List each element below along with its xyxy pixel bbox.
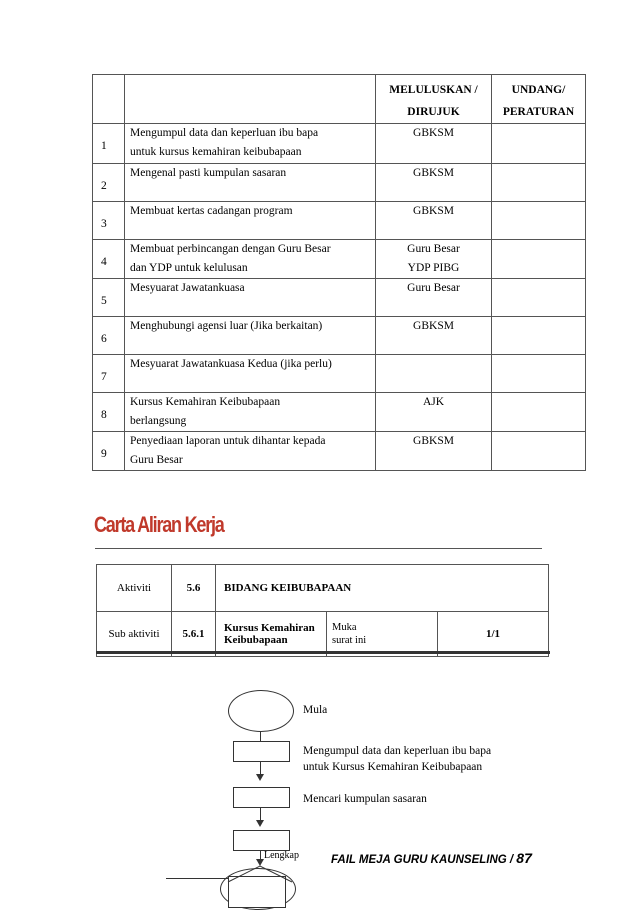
row-number [93, 279, 125, 317]
aktiviti-name: BIDANG KEIBUBAPAAN [216, 565, 549, 612]
header-undang-line2: PERATURAN [502, 106, 575, 118]
header-meluluskan-line1: MELULUSKAN / [389, 84, 478, 96]
row-meluluskan [376, 432, 492, 471]
activity-info-table [96, 564, 549, 657]
row-activity-line1: Mengenal pasti kumpulan sasaran [130, 167, 287, 179]
page-number: 87 [516, 850, 532, 866]
row-activity [125, 124, 376, 164]
row-undang [492, 124, 586, 164]
procedure-table [92, 74, 586, 471]
header-meluluskan [376, 75, 492, 124]
table-bottom-rule [96, 651, 550, 654]
row-meluluskan [376, 202, 492, 240]
sub-aktiviti-label: Sub aktiviti [97, 612, 172, 657]
row-meluluskan-line1: GBKSM [413, 167, 454, 179]
row-activity [125, 317, 376, 355]
row-meluluskan [376, 317, 492, 355]
row-activity-line2: Guru Besar [130, 454, 183, 466]
row-meluluskan-line1: AJK [422, 396, 445, 408]
header-undang-line1: UNDANG/ [511, 84, 566, 96]
table-row [93, 164, 586, 202]
table-row [93, 432, 586, 471]
arrow-2-icon [256, 774, 264, 781]
table-row [93, 124, 586, 164]
row-number [93, 355, 125, 393]
row-meluluskan-line1: GBKSM [413, 205, 454, 217]
table-row [93, 240, 586, 279]
row-activity-line1: Mengumpul data dan keperluan ibu bapa [130, 127, 319, 139]
row-number-text: 4 [101, 256, 107, 268]
table-row [93, 202, 586, 240]
row-meluluskan-line1: Guru Besar [407, 243, 460, 255]
row-activity [125, 432, 376, 471]
sub-activity-row [97, 612, 549, 657]
row-activity-line1: Membuat perbincangan dengan Guru Besar [130, 243, 331, 255]
row-activity-line1: Penyediaan laporan untuk dihantar kepada [130, 435, 326, 447]
row-undang [492, 240, 586, 279]
aktiviti-label: Aktiviti [97, 565, 172, 612]
header-activity [125, 75, 376, 124]
process-1-line1: Mengumpul data dan keperluan ibu bapa [303, 745, 492, 757]
decision-label: Lengkap [264, 850, 299, 861]
row-undang [492, 393, 586, 432]
row-undang [492, 164, 586, 202]
row-number [93, 202, 125, 240]
row-meluluskan-line2: YDP PIBG [407, 262, 460, 274]
row-meluluskan [376, 393, 492, 432]
activity-row [97, 565, 549, 612]
row-activity [125, 355, 376, 393]
row-number-text: 6 [101, 333, 107, 345]
process-box-1 [233, 741, 290, 762]
row-number [93, 240, 125, 279]
row-activity-line2: dan YDP untuk kelulusan [130, 262, 248, 274]
header-undang [492, 75, 586, 124]
row-number-text: 3 [101, 218, 107, 230]
row-number [93, 124, 125, 164]
row-activity-line1: Menghubungi agensi luar (Jika berkaitan) [130, 320, 323, 332]
loop-line [166, 878, 228, 879]
decision-diamond-icon [220, 864, 300, 894]
page-footer [331, 850, 532, 866]
row-undang [492, 202, 586, 240]
sub-aktiviti-number: 5.6.1 [172, 612, 216, 657]
row-number [93, 164, 125, 202]
table-row [93, 393, 586, 432]
row-undang [492, 279, 586, 317]
table-row [93, 355, 586, 393]
process-2-text: Mencari kumpulan sasaran [303, 793, 427, 805]
process-1-line2: untuk Kursus Kemahiran Keibubapaan [303, 761, 483, 773]
start-terminal [228, 690, 294, 732]
row-number [93, 432, 125, 471]
muka-surat-label [327, 612, 438, 657]
row-activity [125, 393, 376, 432]
row-meluluskan-line1: GBKSM [413, 320, 454, 332]
row-meluluskan-line1: GBKSM [413, 127, 454, 139]
aktiviti-number: 5.6 [172, 565, 216, 612]
row-undang [492, 317, 586, 355]
process-box-2 [233, 787, 290, 808]
sub-aktiviti-name: Kursus Kemahiran Keibubapaan [216, 612, 327, 657]
header-meluluskan-line2: DIRUJUK [407, 106, 460, 118]
row-activity-line2: untuk kursus kemahiran keibubapaan [130, 146, 302, 158]
row-activity-line1: Membuat kertas cadangan program [130, 205, 293, 217]
start-label: Mula [303, 704, 328, 716]
row-activity-line1: Mesyuarat Jawatankuasa [130, 282, 245, 294]
row-undang [492, 355, 586, 393]
title-divider [95, 548, 542, 549]
table-row [93, 317, 586, 355]
row-undang [492, 432, 586, 471]
row-activity-line1: Mesyuarat Jawatankuasa Kedua (jika perlu) [130, 358, 332, 370]
table-row [93, 279, 586, 317]
row-activity [125, 164, 376, 202]
row-activity [125, 279, 376, 317]
arrow-3-icon [256, 820, 264, 827]
row-number-text: 8 [101, 409, 107, 421]
muka-line2: surat ini [332, 635, 367, 646]
row-number [93, 317, 125, 355]
connector-1 [260, 731, 261, 741]
row-activity [125, 240, 376, 279]
row-meluluskan-line1: GBKSM [413, 435, 454, 447]
process-1-text [303, 743, 543, 775]
table-header-row [93, 75, 586, 124]
row-meluluskan [376, 164, 492, 202]
row-activity-line1: Kursus Kemahiran Keibubapaan [130, 396, 281, 408]
row-meluluskan [376, 124, 492, 164]
muka-line1: Muka [332, 622, 357, 633]
row-number [93, 393, 125, 432]
section-title: Carta Aliran Kerja [94, 512, 224, 537]
footer-text: FAIL MEJA GURU KAUNSELING / [331, 854, 517, 866]
row-number-text: 1 [101, 140, 107, 152]
row-activity [125, 202, 376, 240]
row-meluluskan-line1: Guru Besar [407, 282, 460, 294]
row-number-text: 7 [101, 371, 107, 383]
row-meluluskan [376, 355, 492, 393]
row-meluluskan [376, 240, 492, 279]
muka-surat-value: 1/1 [438, 612, 549, 657]
row-number-text: 5 [101, 295, 107, 307]
row-number-text: 2 [101, 180, 107, 192]
row-meluluskan [376, 279, 492, 317]
header-no [93, 75, 125, 124]
row-activity-line2: berlangsung [130, 415, 187, 427]
row-number-text: 9 [101, 448, 107, 460]
